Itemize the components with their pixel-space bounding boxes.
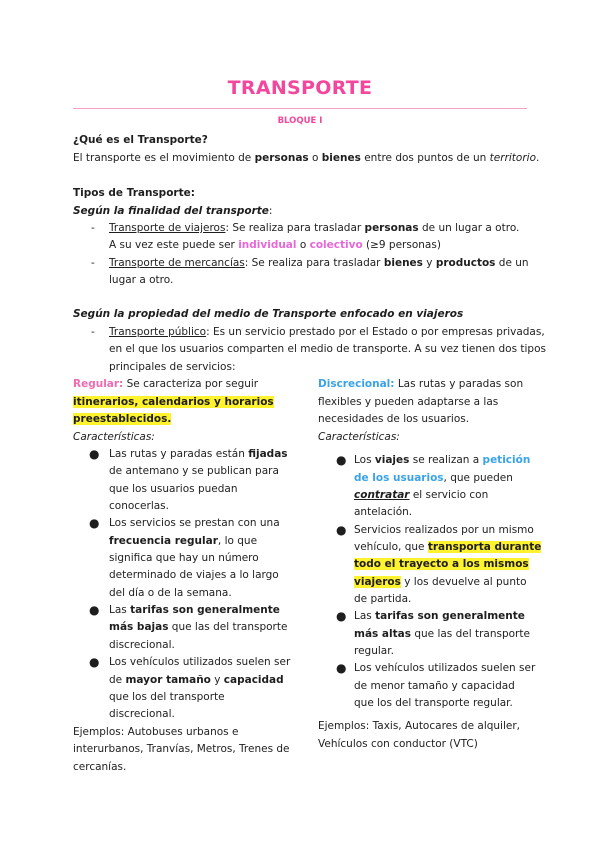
discrecional-b1-line-1: Los viajes se realizan a petición [354, 454, 531, 466]
publico-line-3: principales de servicios: [109, 361, 236, 373]
discrecional-b2-line-1: Servicios realizados por un mismo [354, 524, 534, 536]
discrecional-b2-line-3: todo el trayecto a los mismos [354, 558, 529, 570]
dash-viajeros: - [91, 222, 95, 234]
discrecional-b1-line-3: contratar el servicio con [354, 489, 489, 501]
discrecional-b1-line-2: de los usuarios, que pueden [354, 472, 513, 484]
bullet-icon: ● [336, 609, 347, 623]
discrecional-caracteristicas: Características: [318, 431, 400, 443]
discrecional-ejemplos-line-2: Vehículos con conductor (VTC) [318, 738, 478, 750]
discrecional-b1-line-4: antelación. [354, 506, 413, 518]
regular-line-3: preestablecidos. [73, 413, 172, 425]
bullet-icon: ● [336, 523, 347, 537]
bullet-icon: ● [89, 655, 100, 669]
mercancias-line-2: lugar a otro. [109, 274, 174, 286]
regular-line-2: itinerarios, calendarios y horarios [73, 396, 274, 408]
discrecional-b2-line-2: vehículo, que transporta durante [354, 541, 542, 553]
regular-b2-line-2: frecuencia regular, lo que [109, 535, 258, 547]
regular-b3-line-2: más bajas que las del transporte [109, 621, 288, 633]
title-divider [73, 108, 527, 109]
bullet-icon: ● [89, 447, 100, 461]
section-label: BLOQUE I [277, 116, 323, 126]
page-title: TRANSPORTE [227, 77, 373, 99]
viajeros-line-1: Transporte de viajeros: Se realiza para trasladar personas de un lugar a otro. [109, 222, 520, 234]
discrecional-b2-line-4: viajeros y los devuelve al punto [354, 576, 527, 588]
discrecional-line-3: necesidades de los usuarios. [318, 413, 470, 425]
regular-b2-line-4: determinado de viajes a lo largo [109, 569, 279, 581]
discrecional-line-1: Discrecional: Las rutas y paradas son [318, 378, 524, 390]
definition-line: El transporte es el movimiento de personas o bienes entre dos puntos de un territorio. [73, 152, 540, 164]
publico-line-1: Transporte público: Es un servicio prestado por el Estado o por empresas privadas, [109, 326, 545, 338]
discrecional-b4-line-1: Los vehículos utilizados suelen ser [354, 662, 536, 674]
bullet-icon: ● [89, 516, 100, 530]
regular-b4-line-4: discrecional. [109, 708, 175, 720]
bullet-icon: ● [336, 453, 347, 467]
regular-b1-line-4: conocerlas. [109, 500, 169, 512]
bullet-icon: ● [336, 661, 347, 675]
regular-ejemplos-line-1: Ejemplos: Autobuses urbanos e [73, 726, 239, 738]
types-heading: Tipos de Transporte: [73, 187, 195, 199]
regular-ejemplos-line-2: interurbanos, Tranvías, Metros, Trenes de [73, 743, 290, 755]
discrecional-b3-line-1: Las tarifas son generalmente [354, 610, 525, 622]
finalidad-heading: Según la finalidad del transporte: [73, 205, 273, 217]
regular-b1-line-3: que los usuarios puedan [109, 483, 238, 495]
dash-publico: - [91, 326, 95, 338]
viajeros-line-2: A su vez este puede ser individual o colectivo (≥9 personas) [109, 239, 441, 251]
discrecional-b2-line-5: de partida. [354, 593, 412, 605]
regular-line-1: Regular: Se caracteriza por seguir [73, 378, 259, 390]
question-heading: ¿Qué es el Transporte? [73, 134, 208, 146]
regular-b3-line-1: Las tarifas son generalmente [109, 604, 280, 616]
dash-mercancias: - [91, 257, 95, 269]
discrecional-ejemplos-line-1: Ejemplos: Taxis, Autocares de alquiler, [318, 720, 521, 732]
discrecional-b4-line-2: de menor tamaño y capacidad [354, 680, 515, 692]
mercancias-line-1: Transporte de mercancías: Se realiza para trasladar bienes y productos de un [109, 257, 529, 269]
bullet-icon: ● [89, 603, 100, 617]
regular-caracteristicas: Características: [73, 431, 155, 443]
propiedad-heading: Según la propiedad del medio de Transporte enfocado en viajeros [73, 308, 464, 320]
regular-b1-line-1: Las rutas y paradas están fijadas [109, 448, 288, 460]
discrecional-b3-line-3: regular. [354, 645, 394, 657]
publico-line-2: en el que los usuarios comparten el medio de transporte. A su vez tienen dos tipos [109, 343, 546, 355]
regular-b2-line-1: Los servicios se prestan con una [109, 517, 280, 529]
regular-b2-line-3: significa que hay un número [109, 552, 259, 564]
discrecional-b4-line-3: que los del transporte regular. [354, 697, 513, 709]
regular-b4-line-1: Los vehículos utilizados suelen ser [109, 656, 291, 668]
regular-b4-line-3: que los del transporte [109, 691, 225, 703]
regular-b4-line-2: de mayor tamaño y capacidad [109, 674, 284, 686]
regular-b2-line-5: del día o de la semana. [109, 587, 232, 599]
regular-b3-line-3: discrecional. [109, 639, 175, 651]
regular-ejemplos-line-3: cercanías. [73, 761, 127, 773]
discrecional-line-2: flexibles y pueden adaptarse a las [318, 396, 499, 408]
discrecional-b3-line-2: más altas que las del transporte [354, 628, 530, 640]
regular-b1-line-2: de antemano y se publican para [109, 465, 279, 477]
